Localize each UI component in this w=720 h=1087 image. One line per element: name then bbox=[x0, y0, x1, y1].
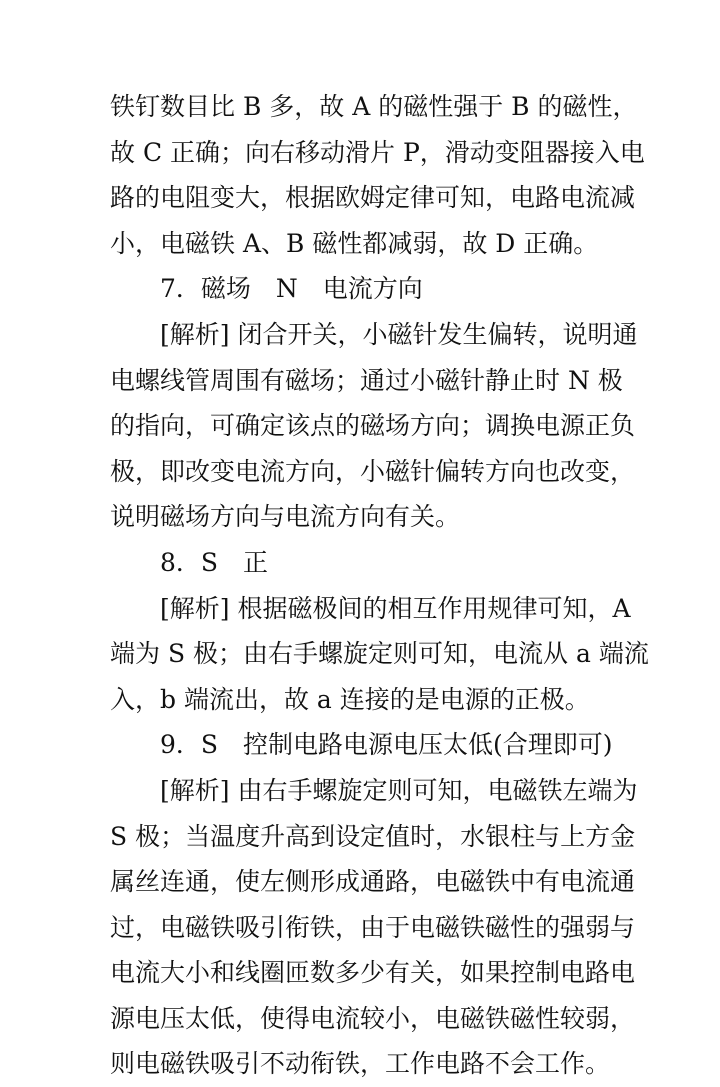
text-line-2: 故 C 正确；向右移动滑片 P，滑动变阻器接入电 bbox=[110, 137, 645, 167]
analysis-7-line-5: 说明磁场方向与电流方向有关。 bbox=[110, 502, 461, 532]
text-line-3: 路的电阻变大，根据欧姆定律可知，电路电流减 bbox=[110, 183, 636, 213]
analysis-9-line-1: [解析] 由右手螺旋定则可知，电磁铁左端为 bbox=[160, 775, 638, 805]
answer-9-heading: 9．S 控制电路电源电压太低(合理即可) bbox=[160, 730, 613, 760]
analysis-7-line-2: 电螺线管周围有磁场；通过小磁针静止时 N 极 bbox=[110, 365, 623, 395]
analysis-9-line-7: 则电磁铁吸引不动衔铁，工作电路不会工作。 bbox=[110, 1049, 611, 1079]
analysis-7-line-4: 极，即改变电流方向，小磁针偏转方向也改变， bbox=[110, 456, 636, 486]
analysis-9-line-6: 源电压太低，使得电流较小，电磁铁磁性较弱， bbox=[110, 1003, 636, 1033]
analysis-8-line-2: 端为 S 极；由右手螺旋定则可知，电流从 a 端流 bbox=[110, 639, 649, 669]
analysis-9-line-3: 属丝连通，使左侧形成通路，电磁铁中有电流通 bbox=[110, 867, 636, 897]
text-line-1: 铁钉数目比 B 多，故 A 的磁性强于 B 的磁性， bbox=[110, 92, 638, 121]
answer-8-heading: 8．S 正 bbox=[160, 547, 269, 577]
analysis-9-line-5: 电流大小和线圈匝数多少有关，如果控制电路电 bbox=[110, 958, 636, 988]
analysis-9-line-2: S 极；当温度升高到设定值时，水银柱与上方金 bbox=[110, 821, 636, 851]
analysis-7-line-1: [解析] 闭合开关，小磁针发生偏转，说明通 bbox=[160, 319, 638, 349]
answer-7-heading: 7．磁场 N 电流方向 bbox=[160, 274, 423, 304]
analysis-8-line-3: 入，b 端流出，故 a 连接的是电源的正极。 bbox=[110, 684, 590, 714]
analysis-8-line-1: [解析] 根据磁极间的相互作用规律可知，A bbox=[160, 593, 631, 623]
text-line-4: 小，电磁铁 A、B 磁性都减弱，故 D 正确。 bbox=[110, 228, 599, 258]
analysis-9-line-4: 过，电磁铁吸引衔铁，由于电磁铁磁性的强弱与 bbox=[110, 912, 636, 942]
document-body bbox=[110, 84, 649, 1087]
analysis-7-line-3: 的指向，可确定该点的磁场方向；调换电源正负 bbox=[110, 411, 636, 441]
